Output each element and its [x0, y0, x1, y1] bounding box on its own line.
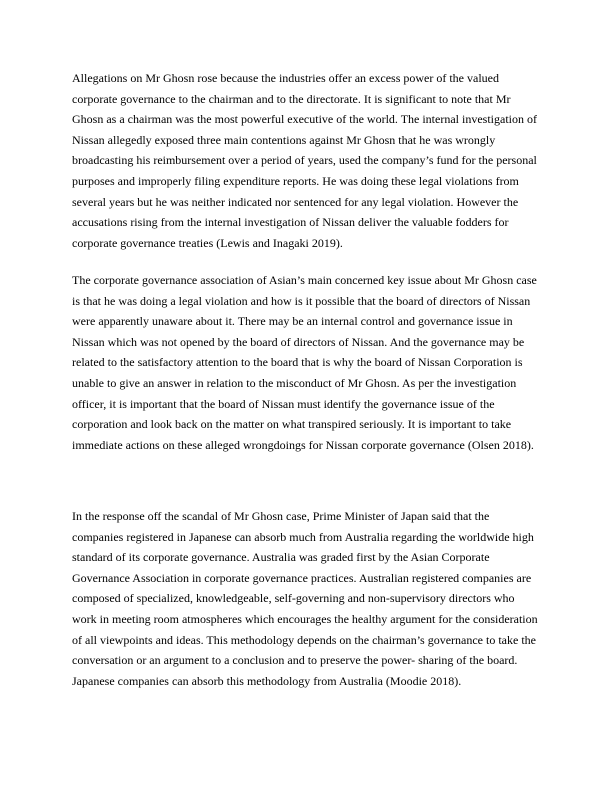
paragraph-ghosn-allegations: Allegations on Mr Ghosn rose because the industries offer an excess power of the valued corporate governance to the chairman and to the directorate. It is significant to note that Mr Ghosn as a chairman was the most powerful executive of the world. The internal investigation of Nissan allegedly exposed three main contentions against Mr Ghosn that he was wrongly broadcasting his reimbursement over a period of years, used the company’s fund for the personal purposes and improperly filing expenditure reports. He was doing these legal violations from several years but he was neither indicated nor sentenced for any legal violation. However the accusations rising from the internal investigation of Nissan deliver the valuable fodders for corporate governance treaties (Lewis and Inagaki 2019).	[72, 71, 537, 250]
paragraph-prime-minister-response: In the response off the scandal of Mr Ghosn case, Prime Minister of Japan said that the companies registered in Japanese can absorb much from Australia regarding the worldwide high standard of its corporate governance. Australia was graded first by the Asian Corporate Governance Association in corporate governance practices. Australian registered companies are composed of specialized, knowledgeable, self-governing and non-supervisory directors who work in meeting room atmospheres which encourages the healthy argument for the consideration of all viewpoints and ideas. This methodology depends on the chairman’s governance to take the conversation or an argument to a conclusion and to preserve the power- sharing of the board. Japanese companies can absorb this methodology from Australia (Moodie 2018).	[72, 509, 538, 688]
paragraph-governance-association-concerns: The corporate governance association of Asian’s main concerned key issue about Mr Ghosn case is that he was doing a legal violation and how is it possible that the board of directors of Nissan were apparently unaware about it. There may be an internal control and governance issue in Nissan which was not opened by the board of directors of Nissan. And the governance may be related to the satisfactory attention to the board that is why the board of Nissan Corporation is unable to give an answer in relation to the misconduct of Mr Ghosn. As per the investigation officer, it is important that the board of Nissan must identify the governance issue of the corporation and look back on the matter on what transpired seriously. It is important to take immediate actions on these alleged wrongdoings for Nissan corporate governance (Olsen 2018).	[72, 273, 537, 452]
